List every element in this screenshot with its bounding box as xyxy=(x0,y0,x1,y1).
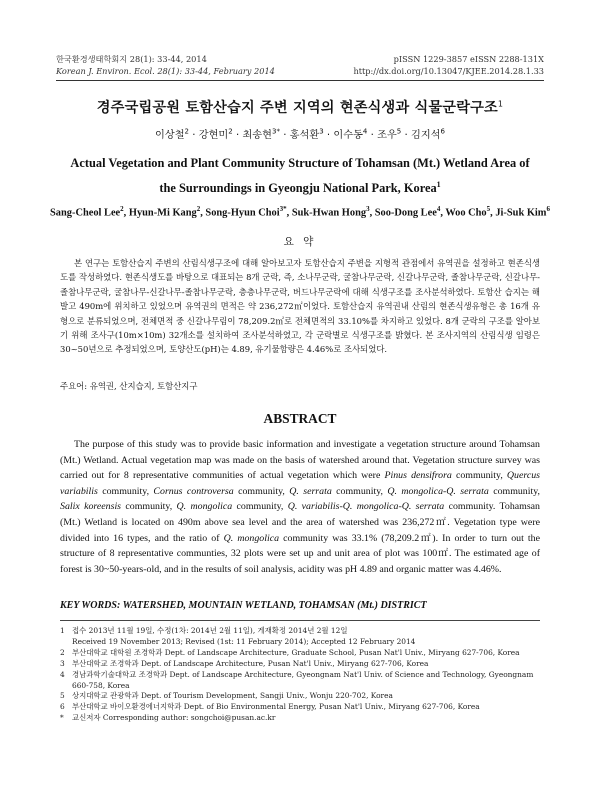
abstract-text: community, xyxy=(331,485,388,497)
footnote-item xyxy=(60,670,540,692)
author-separator: · xyxy=(401,130,411,141)
header-divider xyxy=(56,80,544,81)
author-name: 김지석 xyxy=(410,130,441,141)
footnote-text: 상지대학교 관광학과 Dept. of Tourism Development, Sangji Univ., Wonju 220-702, Korea xyxy=(72,691,393,701)
abstract-text: community, xyxy=(451,470,507,482)
footnote-item xyxy=(60,626,540,648)
summary-ko-paragraph: 본 연구는 토함산습지 주변의 산림식생구조에 대해 알아보고자 토함산습지 주변을 지형적 관점에서 유역권을 설정하고 현존식생도를 작성하였다. 현존식생도를 바탕으로 대표되는 8개 군락, 즉, 소나무군락, 굴참나무군락, 신갈나무군락, 졸참나무군락, 신갈나무-졸참나무군락, 굴참나무-신갈나무-졸참나무군락, 층층나무군락, 버드나무군락에 대해 식생구조를 조사분석하였다. 토함산 습지는 해발고 490m에 위치하고 있었으며 유역권의 면적은 약 236,272㎡이었다. 토함산습지 유역권내 산림의 현존식생유형은 총 16개 유형으로 분류되었으며, 전체면적 중 신갈나무림이 78,209.2㎡로 전체면적의 33.10%를 차지하고 있었다. 8개 군락의 구조를 알아보기 위해 조사구(10m×10m) 32개소를 설치하여 조사분석하였고, 각 군락별로 식생구조를 밝혔다. 본 조사지역의 산림식생 임령은 30~50년으로 추정되었으며, 토양산도(pH)는 4.89, 유기물함량은 4.46%로 조사되었다. xyxy=(60,258,540,355)
author-name: Woo Cho xyxy=(445,207,487,219)
author-name: Suk-Hwan Hong xyxy=(291,207,367,219)
author-name: Hyun-Mi Kang xyxy=(128,207,197,219)
footnote-mark: 1 xyxy=(60,626,65,635)
footnote-mark: * xyxy=(60,713,64,723)
issn: pISSN 1229-3857 eISSN 2288-131X xyxy=(393,54,544,64)
footnote-item xyxy=(60,713,540,724)
keywords-korean: 주요어: 유역권, 산지습지, 토함산지구 xyxy=(60,381,198,391)
abstract-text: community, xyxy=(233,485,290,497)
author-affiliation-mark: 3* xyxy=(279,205,287,213)
author-name: 이수동 xyxy=(333,130,363,141)
summary-ko-heading: 요 약 xyxy=(283,236,317,248)
footnote-item xyxy=(60,702,540,713)
species-name: Quercus variabilis xyxy=(60,470,541,497)
journal-name-en: Korean J. Environ. Ecol. 28(1): 33-44, February 2014 xyxy=(56,66,275,76)
abstract-text: The purpose of this study was to provide basic information and investigate a vegetation structure around Tohamsan (Mt.) Wetland. Actual vegetation map was made on the basis of watershed around that. Vegetation structure survey was carried out for 8 representative communities of actual vegetation which were xyxy=(60,439,540,482)
author-name: 이상철 xyxy=(155,130,185,141)
footnote-divider xyxy=(60,620,540,621)
abstract-paragraph xyxy=(60,437,540,577)
footnote-mark: 2 xyxy=(60,647,65,657)
author-separator: , xyxy=(123,207,129,219)
footnote-text: Received 19 November 2013; Revised (1st: 11 February 2014); Accepted 12 February 2014 xyxy=(72,636,416,646)
author-affiliation-mark: 3 xyxy=(366,205,370,213)
author-affiliation-mark: 2 xyxy=(184,127,190,136)
abstract-body xyxy=(60,437,540,577)
footnote-mark: 3 xyxy=(60,658,65,668)
species-name: Cornus controversa xyxy=(153,485,234,497)
keywords-english: KEY WORDS: WATERSHED, MOUNTAIN WETLAND, TOHAMSAN (Mt.) DISTRICT xyxy=(60,600,427,611)
title-english-mark: 1 xyxy=(436,180,441,189)
author-name: Song-Hyun Choi xyxy=(205,207,280,219)
author-name: Ji-Suk Kim xyxy=(495,207,547,219)
title-korean xyxy=(30,97,570,117)
species-name: Q. serrata xyxy=(289,485,332,497)
abstract-text: community, xyxy=(232,501,288,513)
species-name: Q. variabilis-Q. mongolica-Q. serrata xyxy=(287,501,445,513)
author-affiliation-mark: 2 xyxy=(196,205,201,213)
doi-link[interactable]: http://dx.doi.org/10.13047/KJEE.2014.28.1.33 xyxy=(353,66,544,76)
journal-header-left xyxy=(56,53,275,77)
journal-name-ko: 한국환경생태학회지 28(1): 33-44, 2014 xyxy=(56,54,207,64)
footnote-text: 접수 2013년 11월 19일, 수정(1차: 2014년 2월 11일), 게재확정 2014년 2월 12일 xyxy=(72,626,348,635)
title-english xyxy=(40,153,560,199)
author-affiliation-mark: 3* xyxy=(271,127,280,136)
footnote-item xyxy=(60,659,540,670)
author-affiliation-mark: 6 xyxy=(546,205,550,213)
abstract-text: community, xyxy=(121,501,177,513)
species-name: Pinus densifrora xyxy=(384,470,452,482)
abstract-text: community was 33.1% (78,209.2㎡). In order to turn out the structure of 8 representative communties, 32 plots were set up and unit area of plot was 100㎡. The estimated age of forest is 30~50-years-old, and in the results of soil analysis, acidity was pH 4.89 and organic matter was 4.46%. xyxy=(60,532,540,575)
summary-ko-body xyxy=(60,256,540,357)
species-name: Salix koreensis xyxy=(60,501,122,513)
journal-header-right xyxy=(353,53,544,77)
title-english-line1: Actual Vegetation and Plant Community Structure of Tohamsan (Mt.) Wetland Area of xyxy=(70,156,530,170)
species-name: Q. mongolica xyxy=(223,532,280,544)
author-affiliation-mark: 4 xyxy=(436,205,441,213)
author-affiliation-mark: 5 xyxy=(486,205,491,213)
author-name: 최송현 xyxy=(242,130,272,141)
author-separator: · xyxy=(232,130,243,141)
title-english-line2: the Surroundings in Gyeongju National Park, Korea xyxy=(159,181,437,196)
abstract-text: community, xyxy=(488,485,540,497)
species-name: Q. mongolica xyxy=(176,501,233,513)
author-affiliation-mark: 4 xyxy=(362,127,368,136)
author-separator: , xyxy=(440,207,446,219)
author-separator: · xyxy=(367,130,378,141)
author-separator: · xyxy=(189,130,199,141)
footnote-item xyxy=(60,691,540,702)
footnote-text: 경남과학기술대학교 조경학과 Dept. of Landscape Architecture, Gyeongnam Nat'l Univ. of Science and Technology, Gyeongnam 660-758, Korea xyxy=(72,669,534,690)
author-affiliation-mark: 3 xyxy=(319,127,324,136)
author-affiliation-mark: 5 xyxy=(396,127,402,136)
footnote-mark: 4 xyxy=(60,669,65,679)
footnote-text: 부산대학교 바이오환경에너지학과 Dept. of Bio Environmental Energy, Pusan Nat'l Univ., Miryang 627-706, Korea xyxy=(72,702,480,712)
footnote-mark: 5 xyxy=(60,691,65,701)
author-affiliation-mark: 2 xyxy=(120,205,124,213)
author-name: Soo-Dong Lee xyxy=(374,207,437,219)
title-korean-mark: 1 xyxy=(497,99,504,109)
footnote-text: 교신저자 Corresponding author: songchoi@pusan.ac.kr xyxy=(72,713,276,723)
author-name: 조우 xyxy=(377,130,397,141)
footnote-text: 부산대학교 조경학과 Dept. of Landscape Architecture, Pusan Nat'l Univ., Miryang 627-706, Korea xyxy=(72,658,429,668)
title-korean-text: 경주국립공원 토함산습지 주변 지역의 현존식생과 식물군락구조 xyxy=(96,100,498,116)
author-name: 강현미 xyxy=(198,130,229,141)
author-name: Sang-Cheol Lee xyxy=(50,207,121,219)
abstract-text: community, xyxy=(97,485,154,497)
author-separator: · xyxy=(279,130,290,141)
author-separator: · xyxy=(323,130,334,141)
author-name: 홍석환 xyxy=(289,130,320,141)
footnote-mark: 6 xyxy=(60,702,65,712)
author-separator: , xyxy=(200,207,206,219)
author-affiliation-mark: 2 xyxy=(228,127,233,136)
author-separator: , xyxy=(369,207,375,219)
abstract-text: community. Tohamsan (Mt.) Wetland is located on 490m above sea level and the area of watershed was 236,272㎡. Vegetation type were divided into 16 types, and the ratio of xyxy=(60,501,540,544)
abstract-heading: ABSTRACT xyxy=(263,411,337,426)
authors-english xyxy=(40,205,560,218)
species-name: Q. mongolica-Q. serrata xyxy=(387,485,489,497)
authors-korean xyxy=(30,126,570,141)
footnotes xyxy=(60,626,540,724)
author-affiliation-mark: 6 xyxy=(440,127,445,136)
footnote-item xyxy=(60,648,540,659)
footnote-text: 부산대학교 대학원 조경학과 Dept. of Landscape Architecture, Graduate School, Pusan Nat'l Univ., Miryang 627-706, Korea xyxy=(72,647,520,657)
author-separator: , xyxy=(286,207,292,219)
author-separator: , xyxy=(490,207,496,219)
